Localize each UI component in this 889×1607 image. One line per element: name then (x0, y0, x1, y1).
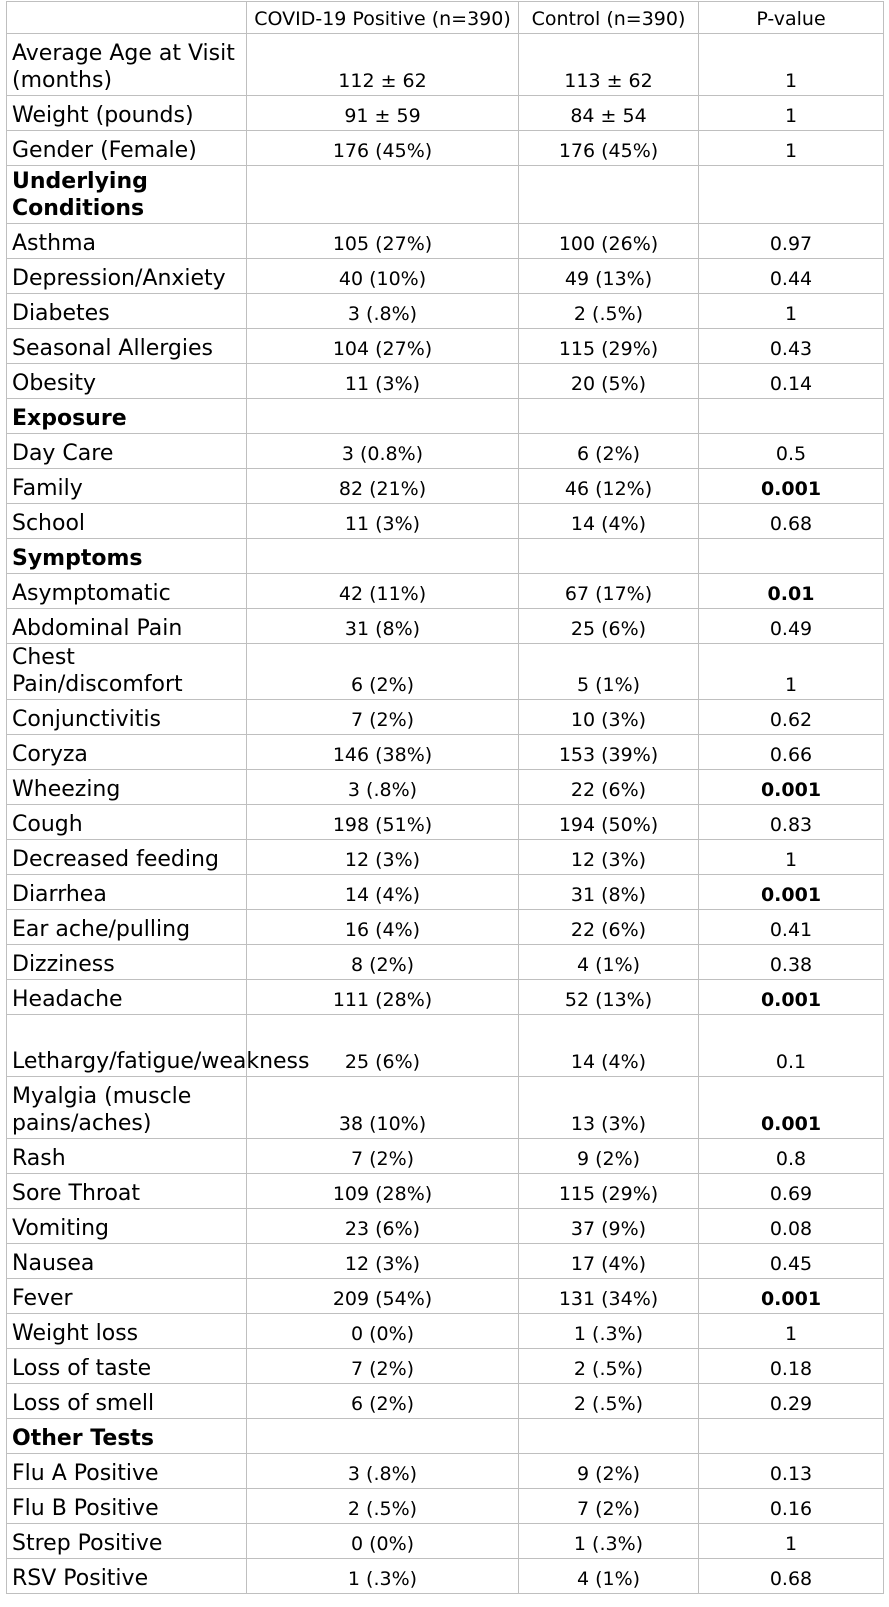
table-row (7, 1279, 884, 1314)
p-value-cell: 1 (699, 34, 884, 96)
p-value-cell: 0.62 (699, 700, 884, 735)
p-value-cell: 0.001 (699, 770, 884, 805)
row-label: Seasonal Allergies (7, 329, 247, 364)
empty-cell (247, 399, 519, 434)
control-value-cell: 5 (1%) (519, 644, 699, 700)
control-value-cell: 131 (34%) (519, 1279, 699, 1314)
section-label: Exposure (7, 399, 247, 434)
covid-value-cell: 105 (27%) (247, 224, 519, 259)
table-row (7, 131, 884, 166)
row-label: Decreased feeding (7, 840, 247, 875)
table-row (7, 1384, 884, 1419)
control-value-cell: 49 (13%) (519, 259, 699, 294)
empty-cell (247, 1419, 519, 1454)
covid-value-cell: 7 (2%) (247, 1139, 519, 1174)
covid-value-cell: 3 (0.8%) (247, 434, 519, 469)
control-value-cell: 20 (5%) (519, 364, 699, 399)
p-value-cell: 0.01 (699, 574, 884, 609)
control-value-cell: 17 (4%) (519, 1244, 699, 1279)
table-header (7, 2, 884, 34)
table-row (7, 805, 884, 840)
control-value-cell: 22 (6%) (519, 770, 699, 805)
covid-value-cell: 7 (2%) (247, 700, 519, 735)
covid-value-cell: 109 (28%) (247, 1174, 519, 1209)
control-value-cell: 176 (45%) (519, 131, 699, 166)
covid-value-cell: 0 (0%) (247, 1524, 519, 1559)
table-row (7, 1209, 884, 1244)
p-value-cell: 0.14 (699, 364, 884, 399)
p-value-cell: 0.001 (699, 875, 884, 910)
table-row (7, 574, 884, 609)
p-value-cell: 0.1 (699, 1015, 884, 1077)
table-row (7, 1174, 884, 1209)
control-value-cell: 100 (26%) (519, 224, 699, 259)
covid-value-cell: 111 (28%) (247, 980, 519, 1015)
empty-cell (519, 399, 699, 434)
p-value-cell: 1 (699, 1314, 884, 1349)
table-row (7, 469, 884, 504)
row-label: Coryza (7, 735, 247, 770)
header-row (7, 2, 884, 34)
covid-value-cell: 1 (.3%) (247, 1559, 519, 1594)
control-value-cell: 1 (.3%) (519, 1524, 699, 1559)
control-value-cell: 2 (.5%) (519, 1384, 699, 1419)
table-row (7, 96, 884, 131)
covid-value-cell: 104 (27%) (247, 329, 519, 364)
empty-cell (519, 1419, 699, 1454)
table-row (7, 735, 884, 770)
covid-value-cell: 38 (10%) (247, 1077, 519, 1139)
p-value-cell: 0.001 (699, 980, 884, 1015)
row-label: Fever (7, 1279, 247, 1314)
section-label: Underlying Conditions (7, 166, 247, 224)
table-row (7, 1314, 884, 1349)
covid-value-cell: 31 (8%) (247, 609, 519, 644)
row-label: Flu A Positive (7, 1454, 247, 1489)
covid-value-cell: 209 (54%) (247, 1279, 519, 1314)
table-row (7, 945, 884, 980)
control-value-cell: 37 (9%) (519, 1209, 699, 1244)
table-row (7, 1349, 884, 1384)
control-value-cell: 84 ± 54 (519, 96, 699, 131)
row-label: Strep Positive (7, 1524, 247, 1559)
row-label: Lethargy/fatigue/weakness (7, 1015, 247, 1077)
p-value-cell: 1 (699, 294, 884, 329)
row-label: Chest Pain/discomfort (7, 644, 247, 700)
table-row (7, 980, 884, 1015)
table-row (7, 910, 884, 945)
table-row (7, 364, 884, 399)
control-value-cell: 12 (3%) (519, 840, 699, 875)
table-row (7, 875, 884, 910)
covid-value-cell: 11 (3%) (247, 504, 519, 539)
table-row (7, 224, 884, 259)
covid-value-cell: 0 (0%) (247, 1314, 519, 1349)
p-value-cell: 1 (699, 131, 884, 166)
covid-value-cell: 14 (4%) (247, 875, 519, 910)
covid-value-cell: 112 ± 62 (247, 34, 519, 96)
control-value-cell: 153 (39%) (519, 735, 699, 770)
p-value-cell: 0.68 (699, 1559, 884, 1594)
control-value-cell: 67 (17%) (519, 574, 699, 609)
control-value-cell: 46 (12%) (519, 469, 699, 504)
covid-value-cell: 40 (10%) (247, 259, 519, 294)
control-value-cell: 52 (13%) (519, 980, 699, 1015)
covid-value-cell: 42 (11%) (247, 574, 519, 609)
control-value-cell: 22 (6%) (519, 910, 699, 945)
covid-value-cell: 3 (.8%) (247, 770, 519, 805)
covid-value-cell: 176 (45%) (247, 131, 519, 166)
p-value-cell: 0.41 (699, 910, 884, 945)
covid-value-cell: 23 (6%) (247, 1209, 519, 1244)
row-label: Wheezing (7, 770, 247, 805)
row-label: Average Age at Visit (months) (7, 34, 247, 96)
empty-cell (519, 539, 699, 574)
p-value-cell: 0.44 (699, 259, 884, 294)
p-value-cell: 0.43 (699, 329, 884, 364)
p-value-cell: 0.16 (699, 1489, 884, 1524)
control-value-cell: 13 (3%) (519, 1077, 699, 1139)
covid-value-cell: 198 (51%) (247, 805, 519, 840)
row-label: Headache (7, 980, 247, 1015)
comparison-table (6, 1, 884, 1594)
p-value-cell: 0.29 (699, 1384, 884, 1419)
control-value-cell: 7 (2%) (519, 1489, 699, 1524)
row-label: Myalgia (muscle pains/aches) (7, 1077, 247, 1139)
section-header-row (7, 399, 884, 434)
covid-value-cell: 8 (2%) (247, 945, 519, 980)
p-value-cell: 1 (699, 840, 884, 875)
header-cell-pvalue: P-value (699, 2, 884, 34)
covid-value-cell: 11 (3%) (247, 364, 519, 399)
row-label: Loss of taste (7, 1349, 247, 1384)
control-value-cell: 2 (.5%) (519, 1349, 699, 1384)
p-value-cell: 0.001 (699, 469, 884, 504)
row-label: Day Care (7, 434, 247, 469)
empty-cell (699, 1419, 884, 1454)
table-row (7, 34, 884, 96)
covid-value-cell: 82 (21%) (247, 469, 519, 504)
table-row (7, 259, 884, 294)
control-value-cell: 9 (2%) (519, 1454, 699, 1489)
p-value-cell: 0.8 (699, 1139, 884, 1174)
control-value-cell: 4 (1%) (519, 1559, 699, 1594)
table-row (7, 1139, 884, 1174)
section-header-row (7, 166, 884, 224)
covid-value-cell: 146 (38%) (247, 735, 519, 770)
row-label: Rash (7, 1139, 247, 1174)
p-value-cell: 0.001 (699, 1077, 884, 1139)
control-value-cell: 194 (50%) (519, 805, 699, 840)
row-label: Asthma (7, 224, 247, 259)
table-row (7, 329, 884, 364)
row-label: School (7, 504, 247, 539)
row-label: Nausea (7, 1244, 247, 1279)
row-label: Abdominal Pain (7, 609, 247, 644)
row-label: Flu B Positive (7, 1489, 247, 1524)
table-row (7, 1524, 884, 1559)
covid-value-cell: 91 ± 59 (247, 96, 519, 131)
control-value-cell: 1 (.3%) (519, 1314, 699, 1349)
row-label: Cough (7, 805, 247, 840)
header-cell-label (7, 2, 247, 34)
table-row (7, 434, 884, 469)
control-value-cell: 113 ± 62 (519, 34, 699, 96)
control-value-cell: 9 (2%) (519, 1139, 699, 1174)
row-label: Vomiting (7, 1209, 247, 1244)
row-label: Loss of smell (7, 1384, 247, 1419)
control-value-cell: 2 (.5%) (519, 294, 699, 329)
section-label: Symptoms (7, 539, 247, 574)
table-row (7, 644, 884, 700)
p-value-cell: 0.49 (699, 609, 884, 644)
row-label: Family (7, 469, 247, 504)
section-header-row (7, 1419, 884, 1454)
table-row (7, 1559, 884, 1594)
empty-cell (699, 539, 884, 574)
covid-value-cell: 6 (2%) (247, 1384, 519, 1419)
covid-value-cell: 2 (.5%) (247, 1489, 519, 1524)
empty-cell (519, 166, 699, 224)
row-label: Diarrhea (7, 875, 247, 910)
row-label: Sore Throat (7, 1174, 247, 1209)
control-value-cell: 115 (29%) (519, 329, 699, 364)
row-label: Obesity (7, 364, 247, 399)
empty-cell (699, 166, 884, 224)
row-label: Weight loss (7, 1314, 247, 1349)
control-value-cell: 14 (4%) (519, 504, 699, 539)
covid-value-cell: 12 (3%) (247, 840, 519, 875)
row-label: Diabetes (7, 294, 247, 329)
row-label: Asymptomatic (7, 574, 247, 609)
control-value-cell: 6 (2%) (519, 434, 699, 469)
header-cell-covid: COVID-19 Positive (n=390) (247, 2, 519, 34)
row-label: RSV Positive (7, 1559, 247, 1594)
p-value-cell: 0.68 (699, 504, 884, 539)
section-header-row (7, 539, 884, 574)
table-row (7, 504, 884, 539)
section-label: Other Tests (7, 1419, 247, 1454)
p-value-cell: 0.18 (699, 1349, 884, 1384)
table-row (7, 770, 884, 805)
covid-value-cell: 12 (3%) (247, 1244, 519, 1279)
covid-value-cell: 3 (.8%) (247, 294, 519, 329)
control-value-cell: 10 (3%) (519, 700, 699, 735)
covid-value-cell: 6 (2%) (247, 644, 519, 700)
empty-cell (247, 166, 519, 224)
table-body (7, 34, 884, 1594)
p-value-cell: 0.66 (699, 735, 884, 770)
p-value-cell: 0.97 (699, 224, 884, 259)
row-label: Depression/Anxiety (7, 259, 247, 294)
p-value-cell: 0.83 (699, 805, 884, 840)
p-value-cell: 0.45 (699, 1244, 884, 1279)
row-label: Conjunctivitis (7, 700, 247, 735)
covid-value-cell: 16 (4%) (247, 910, 519, 945)
p-value-cell: 0.69 (699, 1174, 884, 1209)
p-value-cell: 1 (699, 96, 884, 131)
table-row (7, 1015, 884, 1077)
table-row (7, 840, 884, 875)
p-value-cell: 0.13 (699, 1454, 884, 1489)
table-row (7, 609, 884, 644)
header-cell-control: Control (n=390) (519, 2, 699, 34)
table-row (7, 1244, 884, 1279)
covid-value-cell: 7 (2%) (247, 1349, 519, 1384)
covid-value-cell: 25 (6%) (247, 1015, 519, 1077)
empty-cell (699, 399, 884, 434)
table-row (7, 294, 884, 329)
row-label: Gender (Female) (7, 131, 247, 166)
p-value-cell: 0.5 (699, 434, 884, 469)
control-value-cell: 115 (29%) (519, 1174, 699, 1209)
row-label: Ear ache/pulling (7, 910, 247, 945)
row-label: Weight (pounds) (7, 96, 247, 131)
p-value-cell: 0.08 (699, 1209, 884, 1244)
p-value-cell: 0.001 (699, 1279, 884, 1314)
table-row (7, 1077, 884, 1139)
p-value-cell: 0.38 (699, 945, 884, 980)
table-row (7, 1454, 884, 1489)
control-value-cell: 14 (4%) (519, 1015, 699, 1077)
covid-value-cell: 3 (.8%) (247, 1454, 519, 1489)
control-value-cell: 25 (6%) (519, 609, 699, 644)
table-row (7, 700, 884, 735)
p-value-cell: 1 (699, 644, 884, 700)
control-value-cell: 31 (8%) (519, 875, 699, 910)
table-row (7, 1489, 884, 1524)
row-label: Dizziness (7, 945, 247, 980)
control-value-cell: 4 (1%) (519, 945, 699, 980)
empty-cell (247, 539, 519, 574)
p-value-cell: 1 (699, 1524, 884, 1559)
